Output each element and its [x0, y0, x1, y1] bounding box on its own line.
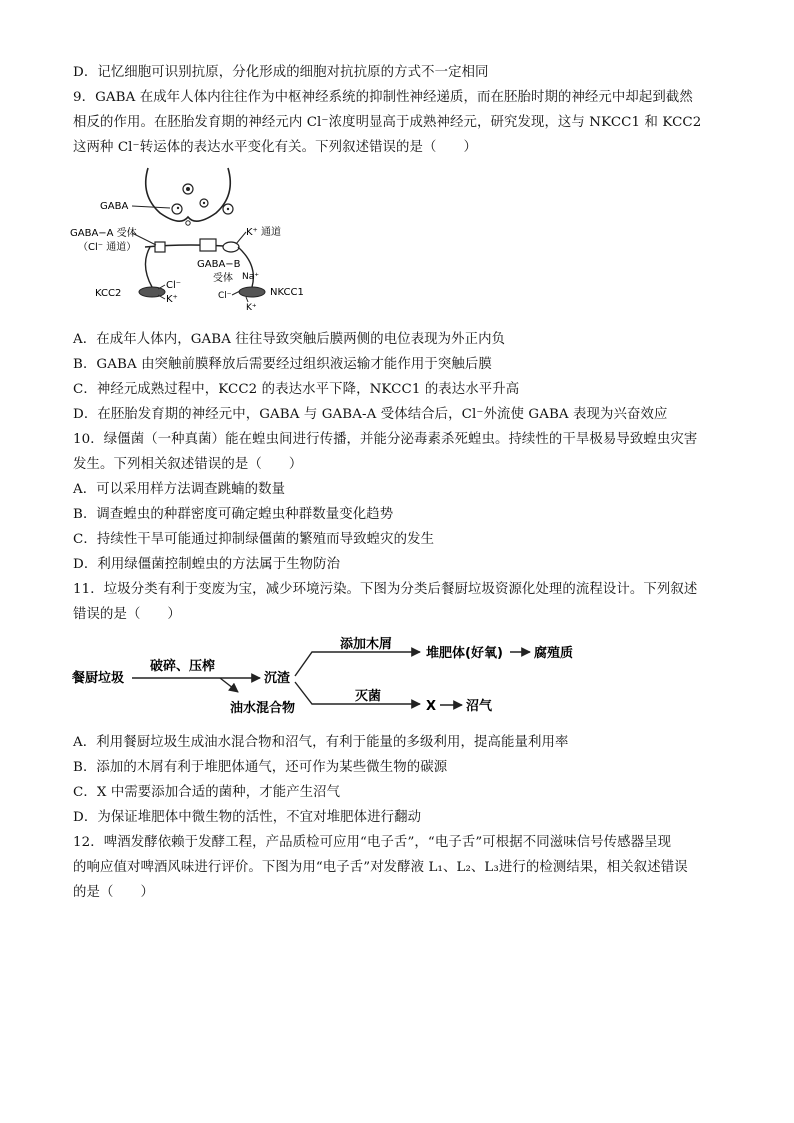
nkcc1-label: NKCC1 [270, 287, 304, 298]
flow-sterilize: 灭菌 [355, 689, 382, 704]
flow-residue: 沉渣 [264, 671, 291, 686]
q9-option-a: A．在成年人体内，GABA 往往导致突触后膜两侧的电位表现为外正内负 [73, 332, 506, 347]
q10-stem-line-2: 发生。下列相关叙述错误的是（ ） [73, 457, 303, 472]
q9-stem-line-2: 相反的作用。在胚胎发育期的神经元内 Cl⁻浓度明显高于成熟神经元，研究发现，这与 NKCC1 和 KCC2 [73, 115, 702, 130]
flow-x: X [426, 699, 437, 714]
flow-add-sawdust: 添加木屑 [340, 637, 393, 652]
nkcc1-na-label: Na⁺ [242, 272, 259, 282]
q11-option-a: A．利用餐厨垃圾生成油水混合物和沼气，有利于能量的多级利用，提高能量利用率 [73, 735, 569, 750]
kcc2-cl-label: Cl⁻ [166, 280, 182, 291]
q11-option-d: D．为保证堆肥体中微生物的活性，不宜对堆肥体进行翻动 [73, 810, 422, 825]
q9-stem-line-3: 这两种 Cl⁻转运体的表达水平变化有关。下列叙述错误的是（ ） [73, 140, 477, 155]
flow-step1: 破碎、压榨 [150, 659, 216, 674]
q12-stem-line-2: 的响应值对啤酒风味进行评价。下图为用“电子舌”对发酵液 L₁、L₂、L₃进行的检测结果，相关叙述错误 [73, 860, 688, 875]
q8-option-d: D．记忆细胞可识别抗原，分化形成的细胞对抗抗原的方式不一定相同 [73, 65, 489, 80]
kcc2-transporter [139, 287, 165, 297]
q11-stem-line-1: 11．垃圾分类有利于变废为宝，减少环境污染。下图为分类后餐厨垃圾资源化处理的流程设计。下列叙述 [73, 582, 698, 597]
q10-option-d: D．利用绿僵菌控制蝗虫的方法属于生物防治 [73, 557, 341, 572]
flow-humus: 腐殖质 [534, 646, 574, 661]
arrow-to-compost [295, 652, 420, 676]
q10-option-c: C．持续性干旱可能通过抑制绿僵菌的繁殖而导致蝗灾的发生 [73, 532, 435, 547]
gaba-b-receptor [200, 239, 216, 251]
gaba-a-receptor [155, 242, 165, 252]
arrow-to-oil [220, 678, 238, 692]
q10-option-a: A．可以采用样方法调查跳蝻的数量 [73, 482, 286, 497]
nkcc1-transporter [239, 287, 265, 297]
kcc2-label: KCC2 [95, 288, 122, 299]
flow-oil-water: 油水混合物 [230, 701, 296, 716]
q11-stem-line-2: 错误的是（ ） [73, 607, 181, 622]
nkcc1-cl-label: Cl⁻ [218, 291, 232, 301]
q10-stem-line-1: 10．绿僵菌（一种真菌）能在蝗虫间进行传播，并能分泌毒素杀死蝗虫。持续性的干旱极易导致蝗虫灾害 [73, 432, 698, 447]
flow-compost: 堆肥体(好氧) [426, 646, 503, 661]
gaba-b-label-2: 受体 [213, 273, 233, 284]
gaba-a-label-1: GABA−A 受体 [70, 228, 137, 239]
kcc2-k-label: K⁺ [166, 294, 178, 305]
vesicle [172, 204, 182, 214]
q9-option-d: D．在胚胎发育期的神经元中，GABA 与 GABA-A 受体结合后，Cl⁻外流使 GABA 表现为兴奋效应 [73, 407, 668, 422]
q12-stem-line-3: 的是（ ） [73, 885, 154, 900]
q12-stem-line-1: 12．啤酒发酵依赖于发酵工程，产品质检可应用“电子舌”，“电子舌”可根据不同滋味信号传感器呈现 [73, 835, 672, 850]
gaba-a-label-2: （Cl⁻ 通道） [78, 242, 137, 253]
q9-option-b: B．GABA 由突触前膜释放后需要经过组织液运输才能作用于突触后膜 [73, 357, 492, 372]
nkcc1-k-label: K⁺ [246, 303, 257, 313]
waste-flow-diagram [70, 630, 610, 720]
synapse-figure [70, 165, 310, 315]
gaba-b-label-1: GABA−B [197, 259, 241, 270]
flow-biogas: 沼气 [466, 699, 493, 714]
q11-option-c: C．X 中需要添加合适的菌种，才能产生沼气 [73, 785, 341, 800]
k-channel-label: K⁺ 通道 [246, 227, 282, 238]
q9-option-c: C．神经元成熟过程中，KCC2 的表达水平下降，NKCC1 的表达水平升高 [73, 382, 520, 397]
q11-option-b: B．添加的木屑有利于堆肥体通气，还可作为某些微生物的碳源 [73, 760, 448, 775]
gaba-label: GABA [100, 201, 129, 212]
q9-stem-line-1: 9．GABA 在成年人体内往往作为中枢神经系统的抑制性神经递质，而在胚胎时期的神经元中却起到截然 [73, 90, 693, 105]
flow-start: 餐厨垃圾 [72, 671, 125, 686]
q10-option-b: B．调查蝗虫的种群密度可确定蝗虫种群数量变化趋势 [73, 507, 394, 522]
